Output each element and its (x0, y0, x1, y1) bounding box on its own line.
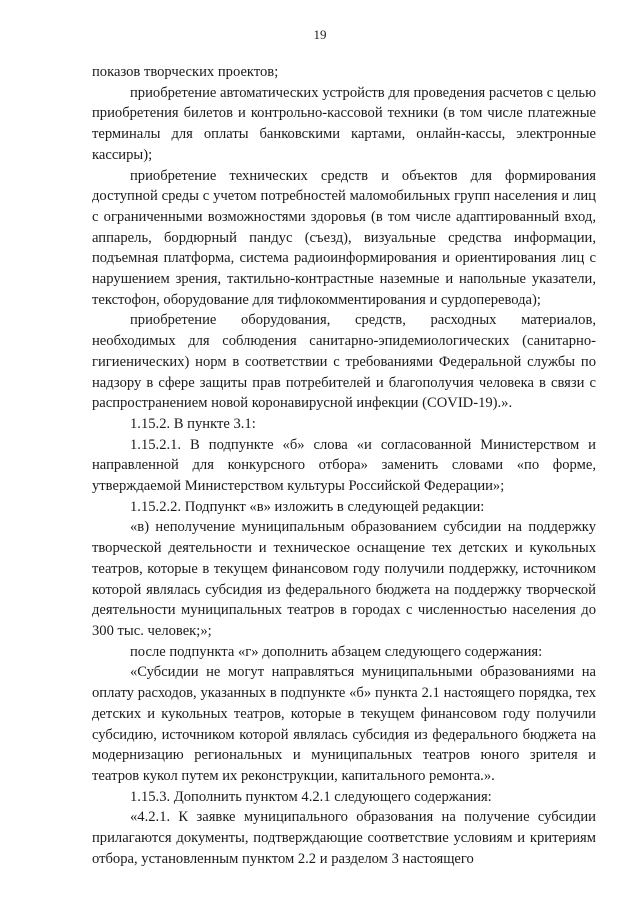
paragraph: 1.15.2.1. В подпункте «б» слова «и согласованной Министерством и направленной для конкурсного отбора» заменить словами «по форме, утверждаемой Министерством культуры Российской Федерации»; (92, 436, 596, 495)
document-body (92, 62, 596, 869)
paragraph: «4.2.1. К заявке муниципального образования на получение субсидии прилагаются документы, подтверждающие соответствие условиям и критериям отбора, установленным пунктом 2.2 и разделом 3 настоящего (92, 809, 596, 867)
paragraph: приобретение технических средств и объектов для формирования доступной среды с учетом потребностей маломобильных групп населения и лиц с ограниченными возможностями здоровья (в том числе адаптированный вход, аппарель, бордюрный пандус (съезд), визуальные средства информации, подъемная платформа, система радиоинформирования и ориентирования лиц с нарушением зрения, тактильно-контрастные наземные и напольные указатели, текстофон, оборудование для тифлокомментирования и сурдоперевода); (92, 167, 596, 308)
paragraph: 1.15.2. В пункте 3.1: (130, 415, 256, 432)
paragraph: после подпункта «г» дополнить абзацем следующего содержания: (130, 643, 543, 660)
paragraph: 1.15.3. Дополнить пунктом 4.2.1 следующего содержания: (130, 788, 492, 805)
page-number: 19 (313, 27, 327, 42)
paragraph: «Субсидии не могут направляться муниципальными образованиями на оплату расходов, указанных в подпункте «б» пункта 2.1 настоящего порядка, тех детских и кукольных театров, которые в текущем финансовом году получили субсидию, источником которой являлась субсидия из федерального бюджета на модернизацию региональных и муниципальных театров юного зрителя и театров кукол путем их реконструкции, капитального ремонта.». (92, 664, 596, 784)
paragraph: «в) неполучение муниципальным образованием субсидии на поддержку творческой деятельности и техническое оснащение тех детских и кукольных театров, которые в текущем финансовом году получили поддержку, источником которой являлась субсидия из федерального бюджета на поддержку творческой деятельности муниципальных театров в городах с численностью населения до 300 тыс. человек;»; (92, 519, 596, 639)
paragraph: показов творческих проектов; (92, 64, 279, 80)
paragraph: приобретение оборудования, средств, расходных материалов, необходимых для соблюдения санитарно-эпидемиологических (санитарно-гигиенических) норм в соответствии с требованиями Федеральной службы по надзору в сфере защиты прав потребителей и благополучия человека в связи с распространением новой коронавирусной инфекции (COVID-19).». (92, 312, 596, 412)
paragraph: 1.15.2.2. Подпункт «в» изложить в следующей редакции: (130, 498, 485, 515)
paragraph: приобретение автоматических устройств для проведения расчетов с целью приобретения билетов и контрольно-кассовой техники (в том числе платежные терминалы для оплаты банковскими картами, онлайн-кассы, электронные кассиры); (92, 84, 596, 163)
